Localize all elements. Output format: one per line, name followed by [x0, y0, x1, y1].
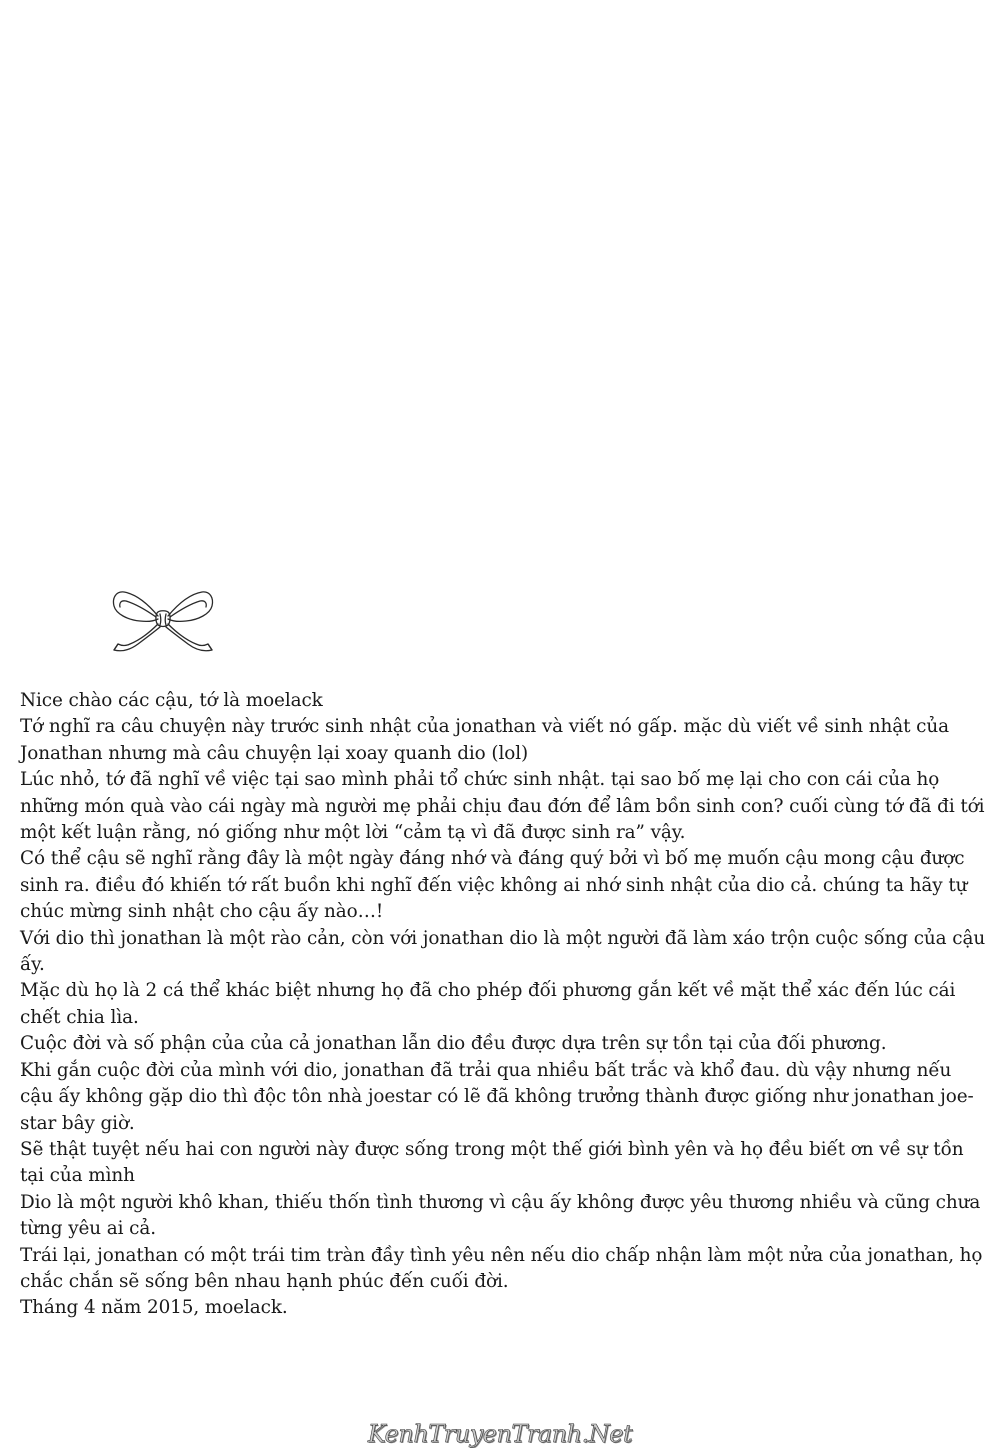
- afterword-paragraph: Sẽ thật tuyệt nếu hai con người này được sống trong một thế giới bình yên và họ đều biết ơn về sự tồn tại của mình: [20, 1138, 964, 1187]
- afterword-paragraph: Lúc nhỏ, tớ đã nghĩ về việc tại sao mình phải tổ chức sinh nhật. tại sao bố mẹ lại cho con cái của họ những món quà vào cái ngày mà người mẹ phải chịu đau đớn để lâm bồn sinh con? cuối cùng tớ đã đi tới một kết luận rằng, nó giống như một lời “cảm tạ vì đã được sinh ra” vậy.: [20, 769, 985, 844]
- afterword-paragraph: Mặc dù họ là 2 cá thể khác biệt nhưng họ đã cho phép đối phương gắn kết về mặt thể xác đến lúc cái chết chia lìa.: [20, 980, 956, 1028]
- afterword-paragraph: Tớ nghĩ ra câu chuyện này trước sinh nhật của jonathan và viết nó gấp. mặc dù viết về sinh nhật của Jonathan nhưng mà câu chuyện lại xoay quanh dio (lol): [20, 716, 949, 764]
- afterword-paragraph: Với dio thì jonathan là một rào cản, còn với jonathan dio là một người đã làm xáo trộn cuộc sống của cậu ấy.: [20, 927, 986, 976]
- site-watermark: KenhTruyenTranh.Net: [367, 1420, 633, 1448]
- afterword-paragraph: Trái lại, jonathan có một trái tim tràn đầy tình yêu nên nếu dio chấp nhận làm một nửa của jonathan, họ chắc chắn sẽ sống bên nhau hạnh phúc đến cuối đời.: [20, 1244, 983, 1292]
- afterword-paragraph: Nice chào các cậu, tớ là moelack: [20, 690, 323, 711]
- afterword-signature: Tháng 4 năm 2015, moelack.: [20, 1297, 288, 1319]
- afterword-paragraph: Khi gắn cuộc đời của mình với dio, jonathan đã trải qua nhiều bất trắc và khổ đau. dù vậy nhưng nếu cậu ấy không gặp dio thì độc tôn nhà joestar có lẽ đã không trưởng thành được giống như jonathan joe-star bây giờ.: [20, 1059, 974, 1134]
- afterword-text: [20, 688, 986, 1322]
- afterword-paragraph: Cuộc đời và số phận của của cả jonathan lẫn dio đều được dựa trên sự tồn tại của đối phương.: [20, 1033, 887, 1055]
- ribbon-bow-icon: [104, 586, 222, 658]
- afterword-paragraph: Có thể cậu sẽ nghĩ rằng đây là một ngày đáng nhớ và đáng quý bởi vì bố mẹ muốn cậu mong cậu được sinh ra. điều đó khiến tớ rất buồn khi nghĩ đến việc không ai nhớ sinh nhật của dio cả. chúng ta hãy tự chúc mừng sinh nhật cho cậu ấy nào…!: [20, 848, 968, 923]
- afterword-paragraph: Dio là một người khô khan, thiếu thốn tình thương vì cậu ấy không được yêu thương nhiều và cũng chưa từng yêu ai cả.: [20, 1191, 981, 1240]
